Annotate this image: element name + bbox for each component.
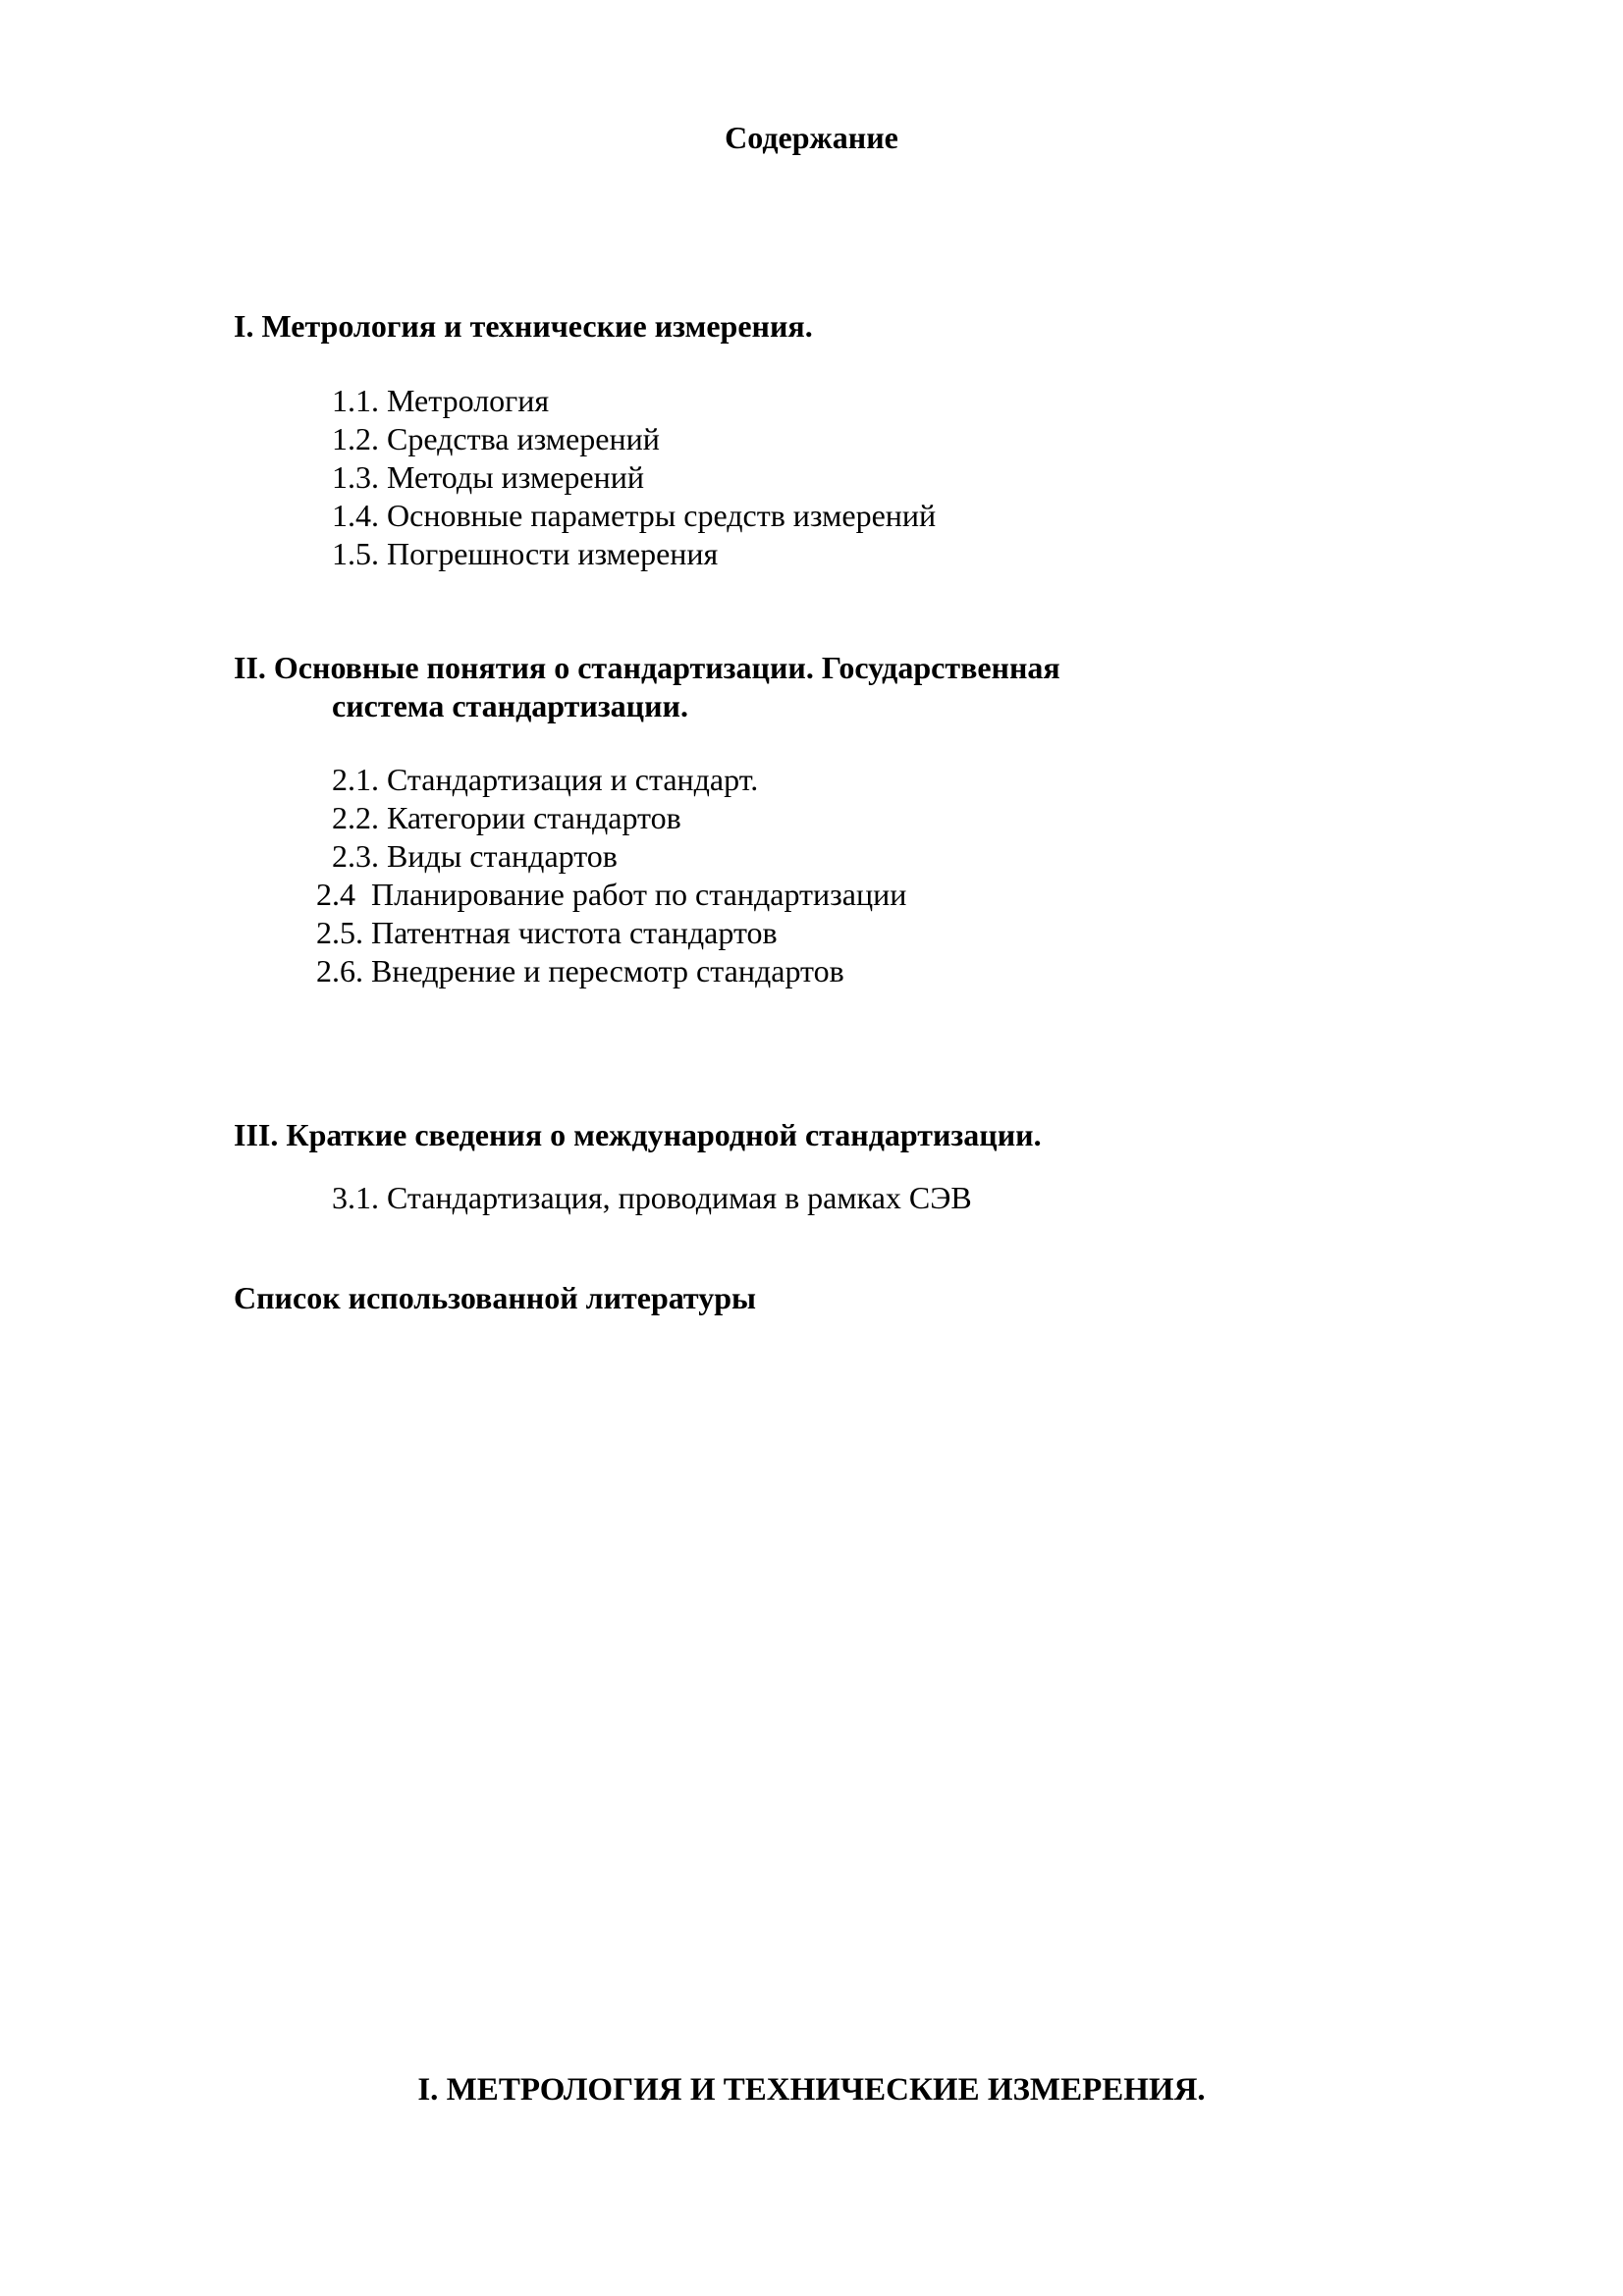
toc-item-1-5: 1.5. Погрешности измерения [332,536,719,571]
references-heading: Список использованной литературы [234,1280,756,1315]
toc-item-1-3: 1.3. Методы измерений [332,459,644,495]
section-2-heading-line-2: система стандартизации. [332,688,688,723]
toc-item-1-4: 1.4. Основные параметры средств измерений [332,498,937,533]
toc-item-2-1: 2.1. Стандартизация и стандарт. [332,762,759,797]
toc-item-1-2: 1.2. Средства измерений [332,421,660,456]
chapter-1-heading: I. МЕТРОЛОГИЯ И ТЕХНИЧЕСКИЕ ИЗМЕРЕНИЯ. [417,2072,1206,2108]
toc-item-3-1: 3.1. Стандартизация, проводимая в рамках СЭВ [332,1180,972,1215]
toc-item-2-4: 2.4 Планирование работ по стандартизации [316,877,907,912]
section-1-heading: I. Метрология и технические измерения. [234,308,813,344]
toc-item-2-3: 2.3. Виды стандартов [332,838,618,874]
toc-item-2-6: 2.6. Внедрение и пересмотр стандартов [316,953,844,988]
toc-title: Содержание [725,120,898,155]
section-3-heading: III. Краткие сведения о международной стандартизации. [234,1117,1042,1152]
toc-item-2-2: 2.2. Категории стандартов [332,800,681,835]
section-2-heading-line-1: II. Основные понятия о стандартизации. Государственная [234,650,1060,685]
toc-item-2-5: 2.5. Патентная чистота стандартов [316,915,778,950]
toc-item-1-1: 1.1. Метрология [332,383,550,418]
